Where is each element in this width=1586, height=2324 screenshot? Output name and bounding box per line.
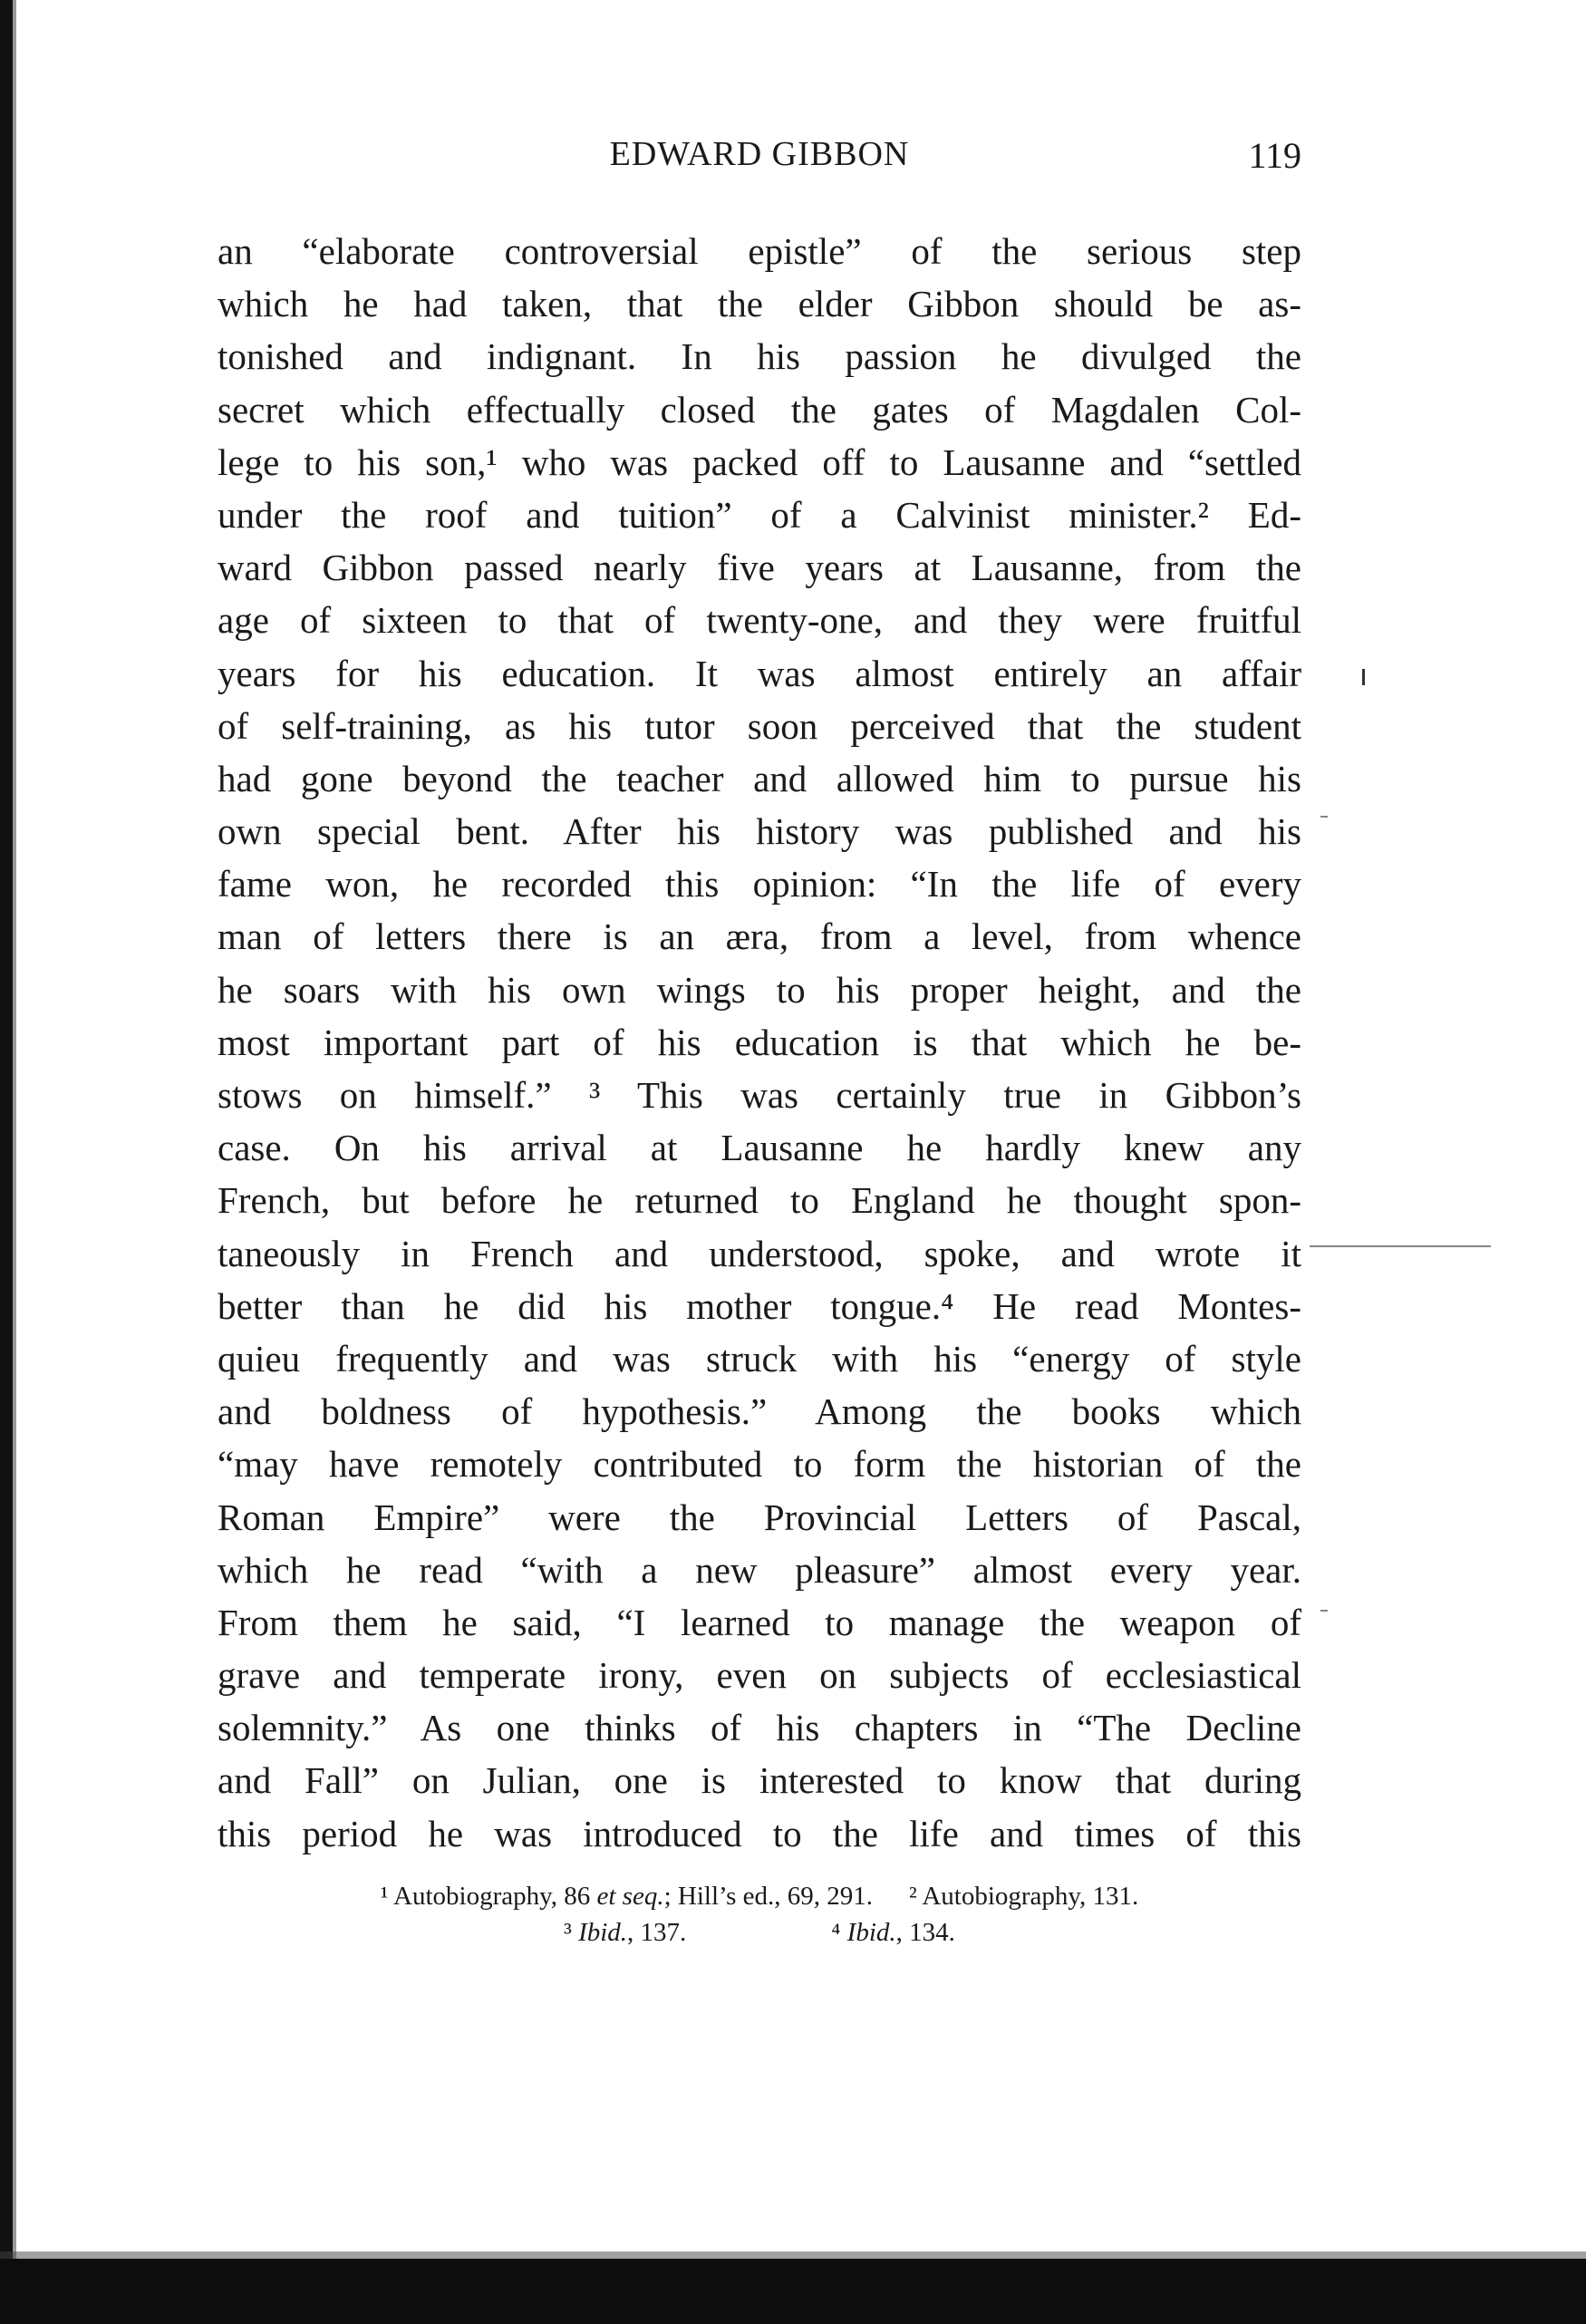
text-line: From them he said, “I learned to manage the weapon of xyxy=(218,1601,1301,1643)
footnote-4 xyxy=(831,1918,955,1947)
footnote-mark: ³ xyxy=(564,1918,579,1947)
scan-bottom-edge xyxy=(0,2259,1586,2324)
text-line: age of sixteen to that of twenty-one, and they were fruitful xyxy=(218,599,1301,642)
text-line: taneously in French and understood, spoke, and wrote it xyxy=(218,1232,1301,1274)
page-header xyxy=(218,134,1301,179)
footnote-text: ¹ Autobiography, 86 xyxy=(380,1882,597,1911)
footnote-text: ; Hill’s ed., 69, 291. xyxy=(663,1882,873,1911)
text-line: and Fall” on Julian, one is interested to know that during xyxy=(218,1759,1301,1802)
running-title: EDWARD GIBBON xyxy=(609,135,910,173)
text-line: most important part of his education is that which he be- xyxy=(218,1021,1301,1063)
text-line: tonished and indignant. In his passion he divulged the xyxy=(218,335,1301,378)
footnote-3 xyxy=(564,1918,686,1947)
footnote-text: , 137. xyxy=(627,1918,687,1947)
pencil-margin-tick xyxy=(1320,1610,1328,1612)
pencil-margin-tick xyxy=(1362,669,1365,685)
footnote-italic: Ibid. xyxy=(846,1918,896,1947)
text-line: which he had taken, that the elder Gibbon should be as- xyxy=(218,283,1301,325)
text-line: “may have remotely contributed to form the historian of the xyxy=(218,1443,1301,1486)
text-line: and boldness of hypothesis.” Among the books which xyxy=(218,1390,1301,1433)
text-line: this period he was introduced to the life and times of this xyxy=(218,1812,1301,1854)
text-line: an “elaborate controversial epistle” of the serious step xyxy=(218,230,1301,272)
footnote-row xyxy=(218,1878,1301,1914)
footnote-row xyxy=(218,1914,1301,1951)
footnote-1 xyxy=(381,1882,873,1911)
pencil-margin-line xyxy=(1310,1245,1491,1247)
text-line: own special bent. After his history was published and his xyxy=(218,810,1301,853)
footnotes xyxy=(218,1878,1301,1951)
text-line: under the roof and tuition” of a Calvinist minister.² Ed- xyxy=(218,493,1301,536)
text-line: had gone beyond the teacher and allowed him to pursue his xyxy=(218,757,1301,799)
text-line: better than he did his mother tongue.⁴ He read Montes- xyxy=(218,1284,1301,1327)
text-line: ward Gibbon passed nearly five years at Lausanne, from the xyxy=(218,547,1301,589)
text-line: case. On his arrival at Lausanne he hardly knew any xyxy=(218,1127,1301,1169)
text-line: secret which effectually closed the gates of Magdalen Col- xyxy=(218,388,1301,431)
text-line: man of letters there is an æra, from a level, from whence xyxy=(218,915,1301,958)
scan-left-edge xyxy=(0,0,13,2266)
text-line: years for his education. It was almost entirely an affair xyxy=(218,652,1301,694)
text-line: French, but before he returned to England he thought spon- xyxy=(218,1179,1301,1222)
text-line: Roman Empire” were the Provincial Letters of Pascal, xyxy=(218,1496,1301,1538)
footnote-2: ² Autobiography, 131. xyxy=(908,1882,1139,1911)
text-line: of self-training, as his tutor soon perceived that the student xyxy=(218,704,1301,747)
scan-left-edge-shadow xyxy=(13,0,16,2266)
text-line: stows on himself.” ³ This was certainly true in Gibbon’s xyxy=(218,1074,1301,1116)
text-line: he soars with his own wings to his proper height, and the xyxy=(218,968,1301,1011)
footnote-text: , 134. xyxy=(895,1918,955,1947)
text-line: grave and temperate irony, even on subjects of ecclesiastical xyxy=(218,1654,1301,1697)
text-line: lege to his son,¹ who was packed off to Lausanne and “settled xyxy=(218,441,1301,483)
footnote-mark: ⁴ xyxy=(831,1918,847,1947)
footnote-italic: et seq. xyxy=(596,1882,664,1911)
body-text xyxy=(218,225,1301,1860)
page-number: 119 xyxy=(1248,135,1301,176)
text-line: solemnity.” As one thinks of his chapters in “The Decline xyxy=(218,1707,1301,1749)
footnote-italic: Ibid. xyxy=(578,1918,628,1947)
text-line: which he read “with a new pleasure” almost every year. xyxy=(218,1548,1301,1591)
text-line: quieu frequently and was struck with his “energy of style xyxy=(218,1337,1301,1380)
text-line: fame won, he recorded this opinion: “In the life of every xyxy=(218,863,1301,905)
pencil-margin-tick xyxy=(1320,816,1328,818)
scan-bottom-edge-shadow xyxy=(0,2251,1586,2259)
